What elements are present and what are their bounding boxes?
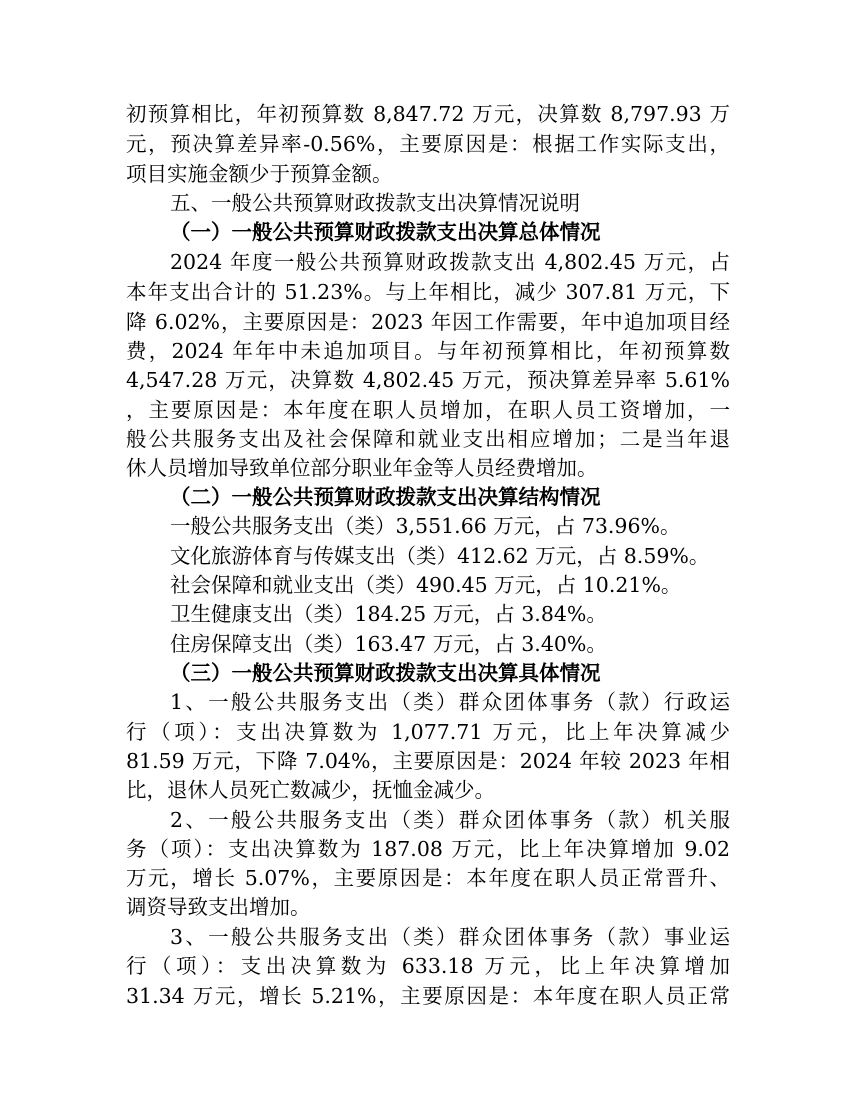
- text-line: 费，2024 年年中未追加项目。与年初预算相比，年初预算数: [126, 339, 730, 363]
- text-line: 社会保障和就业支出（类）490.45 万元，占 10.21%。: [170, 573, 682, 597]
- text-line: 31.34 万元，增长 5.21%，主要原因是：本年度在职人员正常: [126, 984, 730, 1008]
- text-line: 般公共服务支出及社会保障和就业支出相应增加；二是当年退: [126, 427, 730, 451]
- text-line: 行（项）：支出决算数为 633.18 万元，比上年决算增加: [126, 954, 730, 978]
- text-line: 4,547.28 万元，决算数 4,802.45 万元，预决算差异率 5.61%: [126, 368, 730, 392]
- text-line: 3、一般公共服务支出（类）群众团体事务（款）事业运: [170, 925, 730, 949]
- text-line: 2024 年度一般公共预算财政拨款支出 4,802.45 万元，占: [170, 250, 730, 274]
- section-heading: 五、一般公共预算财政拨款支出决算情况说明: [170, 191, 580, 215]
- text-line: 元，预决算差异率-0.56%，主要原因是：根据工作实际支出，: [126, 132, 730, 156]
- text-line: 81.59 万元，下降 7.04%，主要原因是：2024 年较 2023 年相: [126, 749, 730, 773]
- text-line: 务（项）：支出决算数为 187.08 万元，比上年决算增加 9.02: [126, 837, 730, 861]
- text-line: 1、一般公共服务支出（类）群众团体事务（款）行政运: [170, 690, 730, 714]
- text-line: 万元，增长 5.07%，主要原因是：本年度在职人员正常晋升、: [126, 866, 730, 890]
- text-line: ，主要原因是：本年度在职人员增加，在职人员工资增加，一: [126, 398, 730, 422]
- text-line: 行（项）：支出决算数为 1,077.71 万元，比上年决算减少: [126, 720, 730, 744]
- subsection-heading: （一）一般公共预算财政拨款支出决算总体情况: [170, 220, 601, 244]
- text-line: 本年支出合计的 51.23%。与上年相比，减少 307.81 万元，下: [126, 280, 730, 304]
- text-line: 项目实施金额少于预算金额。: [126, 162, 393, 186]
- text-line: 文化旅游体育与传媒支出（类）412.62 万元，占 8.59%。: [170, 544, 710, 568]
- text-line: 降 6.02%，主要原因是：2023 年因工作需要，年中追加项目经: [126, 310, 730, 334]
- subsection-heading: （三）一般公共预算财政拨款支出决算具体情况: [170, 661, 601, 685]
- text-line: 休人员增加导致单位部分职业年金等人员经费增加。: [126, 456, 598, 480]
- text-line: 住房保障支出（类）163.47 万元，占 3.40%。: [170, 632, 607, 656]
- text-line: 比，退休人员死亡数减少，抚恤金减少。: [126, 778, 495, 802]
- text-line: 初预算相比，年初预算数 8,847.72 万元，决算数 8,797.93 万: [126, 102, 730, 126]
- subsection-heading: （二）一般公共预算财政拨款支出决算结构情况: [170, 485, 601, 509]
- text-line: 卫生健康支出（类）184.25 万元，占 3.84%。: [170, 602, 607, 626]
- text-line: 调资导致支出增加。: [126, 895, 311, 919]
- text-line: 一般公共服务支出（类）3,551.66 万元，占 73.96%。: [170, 514, 681, 538]
- text-line: 2、一般公共服务支出（类）群众团体事务（款）机关服: [170, 808, 730, 832]
